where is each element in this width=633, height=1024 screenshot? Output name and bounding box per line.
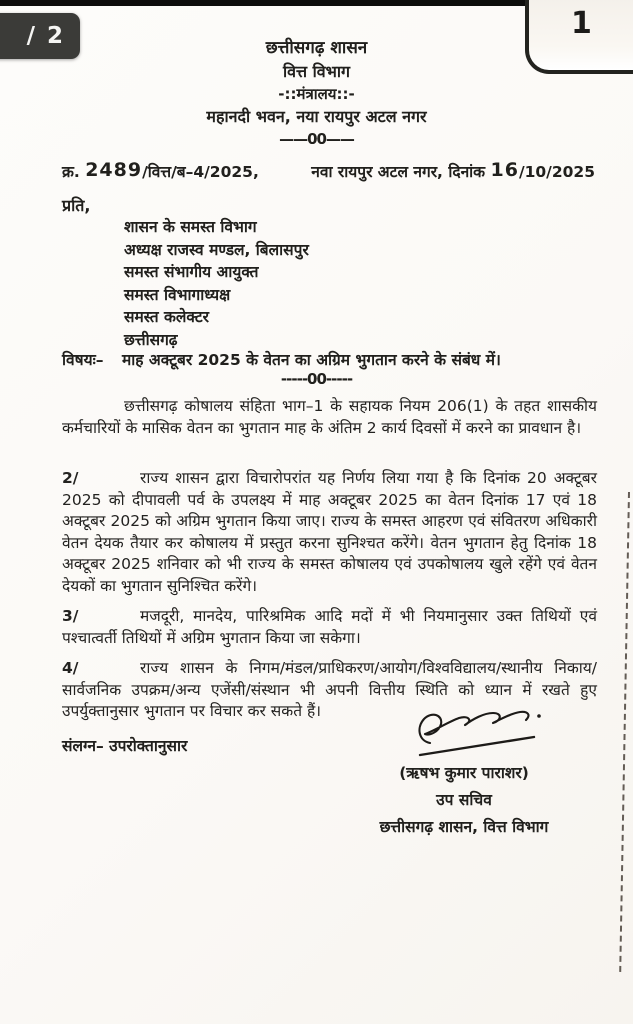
recipient-item: समस्त विभागाध्यक्ष (124, 285, 231, 304)
page-count-label: / 2 (26, 23, 65, 49)
letterhead-department: वित्त विभाग (282, 62, 351, 81)
paragraph-4-text: राज्य शासन के निगम/मंडल/प्राधिकरण/आयोग/विश्वविद्यालय/स्थानीय निकाय/सार्वजनिक उपक्रम/अन्य एजेंसी/संस्थान भी अपनी वित्तीय स्थिति को ध्यान में रखते हुए उपर्युक्तानुसार भुगतान पर विचार कर सकते हैं। (62, 659, 597, 721)
letterhead (0, 36, 633, 149)
subject-text: माह अक्टूबर 2025 के वेतन का अग्रिम भुगतान करने के संबंध में। (122, 351, 501, 369)
recipient-item: अध्यक्ष राजस्व मण्डल, बिलासपुर (124, 240, 309, 259)
recipients-list (124, 216, 309, 351)
reference-number-handwritten: 2489 (85, 159, 143, 181)
recipient-item: समस्त संभागीय आयुक्त (124, 263, 259, 281)
letterhead-government: छत्तीसगढ़ शासन (265, 38, 368, 58)
signatory-department: छत्तीसगढ़ शासन, वित्त विभाग (379, 818, 549, 836)
paragraph-2-text: राज्य शासन द्वारा विचारोपरांत यह निर्णय लिया गया है कि दिनांक 20 अक्टूबर 2025 को दीपावली पर्व के उपलक्ष्य में माह अक्टूबर 2025 का वेतन दिनांक 17 एवं 18 अक्टूबर 2025 को अग्रिम भुगतान किया जाए। राज्य के समस्त आहरण एवं संवितरण अधिकारी वेतन देयक तैयार कर कोषालय में प्रस्तुत करना सुनिश्चत करेंगे। वेतन भुगतान हेतु दिनांक 18 अक्टूबर 2025 शनिवार को भी राज्य के समस्त कोषालय एवं उपकोषालय खुले रहेंगे एवं वेतन देयकों का भुगतान सुनिश्चित करेंगे। (62, 469, 597, 595)
signatory-block (352, 760, 576, 841)
paragraph-2-number: 2/ (62, 469, 79, 487)
reference-number (62, 160, 259, 182)
paragraph-4-number: 4/ (62, 659, 79, 677)
subject-row (62, 348, 595, 370)
reference-suffix: /वित्त/ब–4/2025, (142, 163, 259, 181)
place-date-label: नवा रायपुर अटल नगर, दिनांक (311, 163, 486, 181)
reference-prefix: क्र. (62, 163, 80, 181)
place-and-date (311, 160, 595, 182)
subject-label: विषयः– (62, 351, 104, 369)
signatory-name: (ऋषभ कुमार पाराशर) (399, 764, 529, 782)
signature-scrawl (414, 706, 554, 762)
letterhead-address: महानदी भवन, नया रायपुर अटल नगर (206, 107, 427, 126)
paragraph-3-text: मजदूरी, मानदेय, पारिश्रमिक आदि मदों में भी नियमानुसार उक्त तिथियों एवं पश्चात्वर्ती तिथियों में अग्रिम भुगतान किया जा सकेगा। (62, 607, 597, 647)
letterhead-office: -::मंत्रालय::- (278, 85, 355, 103)
signatory-designation: उप सचिव (436, 791, 492, 809)
paragraph-2 (62, 468, 597, 598)
letterhead-divider: ——00—— (279, 130, 354, 148)
page-number-label: 1 (571, 6, 592, 41)
to-label: प्रति, (62, 196, 91, 215)
paragraph-3 (62, 606, 597, 649)
enclosure-note: संलग्न– उपरोक्तानुसार (62, 737, 188, 755)
scan-artifact-line (619, 492, 630, 972)
subject-divider: -----00----- (280, 370, 353, 388)
reference-line (62, 160, 595, 182)
paragraph-3-number: 3/ (62, 607, 79, 625)
paragraph-1 (62, 396, 597, 439)
recipient-item: समस्त कलेक्टर (124, 308, 210, 326)
recipient-item: छत्तीसगढ़ (124, 330, 178, 349)
recipient-item: शासन के समस्त विभाग (124, 218, 257, 236)
paragraph-1-text: छत्तीसगढ़ कोषालय संहिता भाग–1 के सहायक नियम 206(1) के तहत शासकीय कर्मचारियों के मासिक वेतन का भुगतान माह के अंतिम 2 कार्य दिवसों में करने का प्रावधान है। (62, 397, 597, 437)
date-day-handwritten: 16 (490, 159, 519, 181)
date-rest: /10/2025 (518, 163, 595, 181)
